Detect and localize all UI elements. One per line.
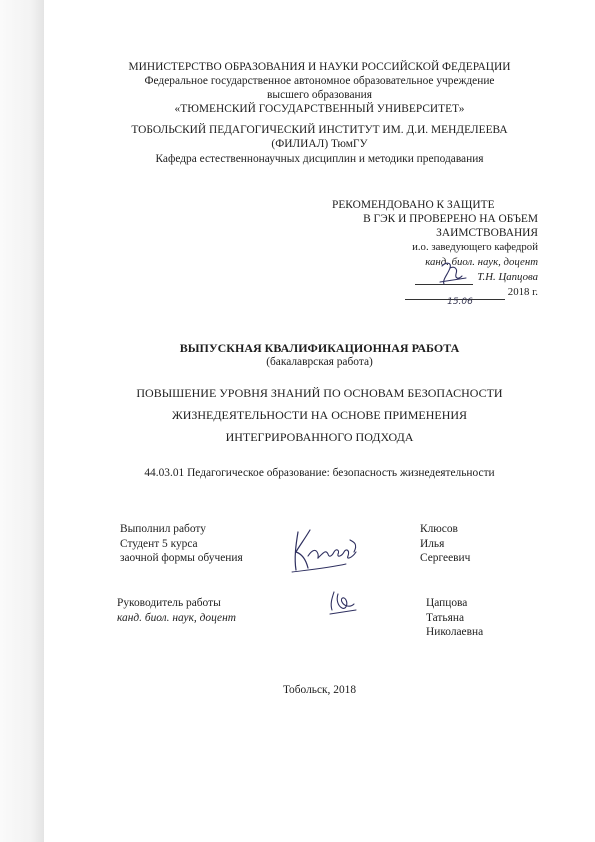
student-first-name: Илья <box>420 537 445 550</box>
approval-block <box>330 198 538 307</box>
approval-year: 2018 г. <box>507 286 538 298</box>
institution-type-line: Федеральное государственное автономное образовательное учреждение <box>144 75 495 87</box>
title-block <box>44 341 595 448</box>
ministry-line: МИНИСТЕРСТВО ОБРАЗОВАНИЯ И НАУКИ РОССИЙСКОЙ ФЕДЕРАЦИИ <box>128 61 511 73</box>
institute-branch: (ФИЛИАЛ) ТюмГУ <box>271 138 368 150</box>
department-name: Кафедра естественнонаучных дисциплин и методики преподавания <box>155 153 484 165</box>
approval-role: и.о. заведующего кафедрой <box>412 241 538 253</box>
supervisor-signature <box>324 588 364 618</box>
topic-line-2: ЖИЗНЕДЕЯТЕЛЬНОСТИ НА ОСНОВЕ ПРИМЕНЕНИЯ <box>171 408 468 422</box>
head-of-department-signature <box>436 258 480 290</box>
student-patronymic: Сергеевич <box>420 552 471 564</box>
supervisor-name <box>426 596 483 640</box>
institution-level-line: высшего образования <box>267 89 372 101</box>
work-topic <box>44 382 595 448</box>
place-and-year: Тобольск, 2018 <box>282 684 357 696</box>
approval-line-2: В ГЭК И ПРОВЕРЕНО НА ОБЪЕМ <box>363 213 538 225</box>
student-label-form: заочной формы обучения <box>120 552 243 564</box>
approval-line-1: РЕКОМЕНДОВАНО К ЗАЩИТЕ <box>332 199 495 211</box>
handwritten-date: 15.06 <box>447 297 473 307</box>
topic-line-3: ИНТЕГРИРОВАННОГО ПОДХОДА <box>225 430 414 444</box>
document-header <box>44 60 595 166</box>
approval-degree: канд. биол. наук, доцент <box>425 256 538 268</box>
supervisor-labels <box>117 596 236 625</box>
university-name: «ТЮМЕНСКИЙ ГОСУДАРСТВЕННЫЙ УНИВЕРСИТЕТ» <box>174 103 465 115</box>
work-level: (бакалаврская работа) <box>266 356 373 368</box>
approval-date-line <box>330 285 538 307</box>
supervisor-degree: канд. биол. наук, доцент <box>117 611 236 624</box>
approval-signature-line <box>330 270 538 285</box>
date-underline <box>405 297 505 307</box>
document-page <box>44 0 595 842</box>
student-surname: Клюсов <box>420 523 458 535</box>
student-label-completed: Выполнил работу <box>120 523 206 535</box>
speciality-line: 44.03.01 Педагогическое образование: безопасность жизнедеятельности <box>144 467 495 479</box>
supervisor-first-name: Татьяна <box>426 611 464 624</box>
scan-edge-shadow <box>0 0 44 842</box>
work-type: ВЫПУСКНАЯ КВАЛИФИКАЦИОННАЯ РАБОТА <box>179 341 460 355</box>
supervisor-label: Руководитель работы <box>117 597 221 609</box>
approval-line-3: ЗАИМСТВОВАНИЯ <box>436 227 538 239</box>
supervisor-surname: Цапцова <box>426 597 468 609</box>
supervisor-patronymic: Николаевна <box>426 626 484 638</box>
student-label-course: Студент 5 курса <box>120 537 198 550</box>
topic-line-1: ПОВЫШЕНИЕ УРОВНЯ ЗНАНИЙ ПО ОСНОВАМ БЕЗОПАСНОСТИ <box>136 386 503 400</box>
student-labels <box>120 522 243 566</box>
approval-name: Т.Н. Цапцова <box>477 271 538 283</box>
institute-name: ТОБОЛЬСКИЙ ПЕДАГОГИЧЕСКИЙ ИНСТИТУТ ИМ. Д.И. МЕНДЕЛЕЕВА <box>131 124 508 136</box>
student-signature <box>288 526 364 578</box>
student-name <box>420 522 470 566</box>
